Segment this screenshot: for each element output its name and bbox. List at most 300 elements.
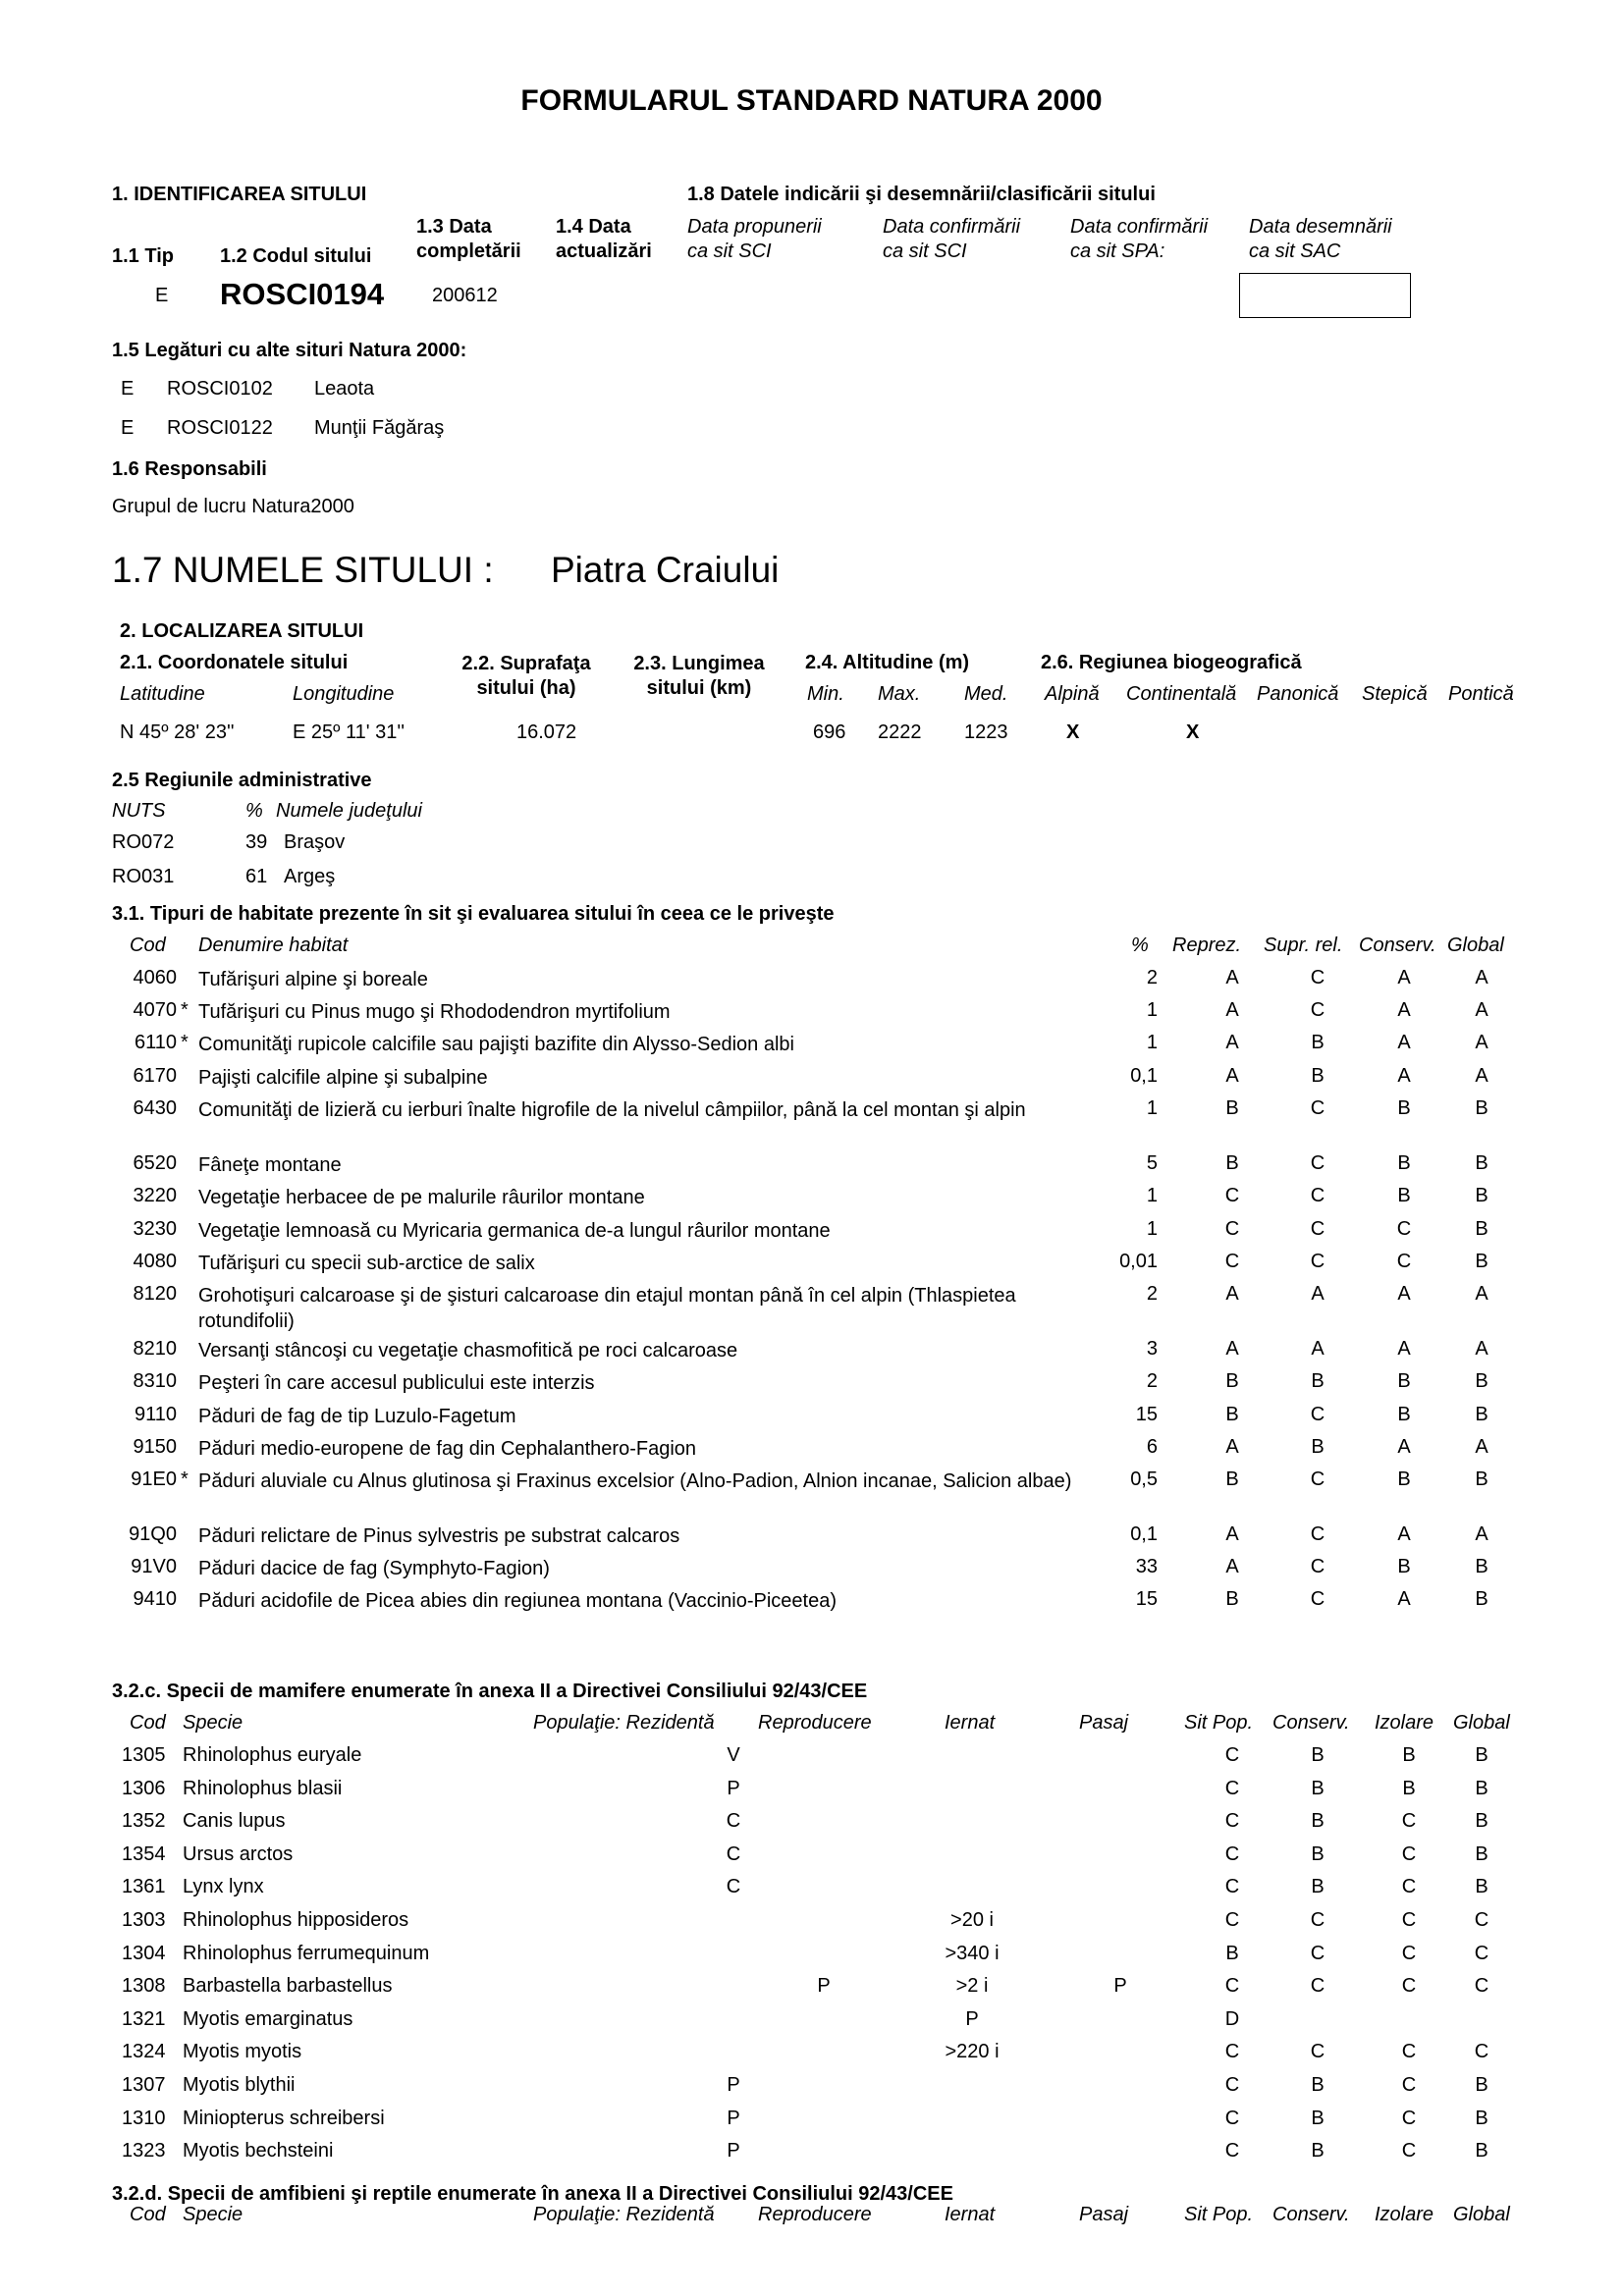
col-pct: % bbox=[1131, 934, 1149, 956]
species-sit-pop: C bbox=[1224, 2074, 1240, 2096]
habitat-name: Tufărişuri cu Pinus mugo şi Rhododendron myrtifolium bbox=[198, 1001, 671, 1023]
bio-alpina-mark: X bbox=[1066, 721, 1080, 743]
species-izolare: B bbox=[1402, 1777, 1416, 1799]
species-izolare: C bbox=[1401, 1876, 1417, 1898]
species-global: B bbox=[1475, 2107, 1488, 2129]
coordonate-label: 2.1. Coordonatele sitului bbox=[120, 652, 349, 673]
judet-label: Numele judeţului bbox=[276, 800, 422, 822]
species-code: 1305 bbox=[122, 1744, 166, 1766]
col-pop-rezidenta: Populaţie: Rezidentă bbox=[533, 2204, 715, 2225]
section-1-5-heading: 1.5 Legături cu alte situri Natura 2000: bbox=[112, 340, 467, 361]
habitat-supr-rel: B bbox=[1311, 1370, 1325, 1392]
habitat-supr-rel: C bbox=[1310, 1185, 1325, 1206]
species-izolare: C bbox=[1401, 1909, 1417, 1931]
habitat-pct: 1 bbox=[1146, 1097, 1158, 1119]
col-conserv: Conserv. bbox=[1272, 1712, 1350, 1734]
col-cod: Cod bbox=[130, 2204, 166, 2225]
tip-value: E bbox=[155, 285, 169, 306]
habitat-supr-rel: C bbox=[1310, 1152, 1325, 1174]
species-rezidenta: P bbox=[727, 2074, 740, 2096]
section-2-heading: 2. LOCALIZAREA SITULUI bbox=[120, 620, 364, 642]
section-3-2-c-heading: 3.2.c. Specii de mamifere enumerate în anexa II a Directivei Consiliului 92/43/CEE bbox=[112, 1681, 868, 1702]
longitudine-label: Longitudine bbox=[293, 683, 395, 705]
species-izolare: C bbox=[1401, 2041, 1417, 2063]
col-sit-pop: Sit Pop. bbox=[1184, 2204, 1254, 2225]
habitat-conserv: B bbox=[1397, 1370, 1411, 1392]
habitat-name: Păduri dacice de fag (Symphyto-Fagion) bbox=[198, 1558, 550, 1579]
section-3-2-d-heading: 3.2.d. Specii de amfibieni şi reptile enumerate în anexa II a Directivei Consiliului 92/43/CEE bbox=[112, 2183, 953, 2205]
species-code: 1361 bbox=[122, 1876, 166, 1898]
habitat-supr-rel: A bbox=[1311, 1338, 1325, 1360]
habitat-reprez: A bbox=[1225, 1065, 1239, 1087]
habitat-code: 8120 bbox=[133, 1283, 177, 1305]
data-confirmarii-spa-label: Data confirmării ca sit SPA: bbox=[1070, 216, 1209, 262]
species-rezidenta: P bbox=[727, 1777, 740, 1799]
nuts-label: NUTS bbox=[112, 800, 166, 822]
habitat-reprez: C bbox=[1224, 1218, 1240, 1240]
habitat-pct: 1 bbox=[1146, 1218, 1158, 1240]
habitat-supr-rel: A bbox=[1311, 1283, 1325, 1305]
data-completarii-label: 1.3 Data completării bbox=[416, 216, 521, 262]
habitat-code: 4080 bbox=[133, 1251, 177, 1272]
col-global: Global bbox=[1453, 2204, 1510, 2225]
habitat-conserv: C bbox=[1396, 1251, 1412, 1272]
habitat-global: A bbox=[1475, 1338, 1488, 1360]
habitat-name: Fâneţe montane bbox=[198, 1154, 342, 1176]
habitat-reprez: A bbox=[1225, 1436, 1239, 1458]
col-pasaj: Pasaj bbox=[1079, 1712, 1129, 1734]
species-global: B bbox=[1475, 2074, 1488, 2096]
species-iernat: >340 i bbox=[945, 1942, 1000, 1964]
admin-pct: 61 bbox=[245, 866, 268, 887]
species-code: 1308 bbox=[122, 1975, 166, 1998]
data-desemnarii-sac-label: Data desemnării ca sit SAC bbox=[1249, 216, 1392, 262]
species-iernat: P bbox=[965, 2007, 979, 2030]
species-pasaj: P bbox=[1113, 1975, 1127, 1998]
col-supr-rel: Supr. rel. bbox=[1264, 934, 1343, 956]
longitudine-value: E 25º 11' 31'' bbox=[293, 721, 406, 743]
col-sit-pop: Sit Pop. bbox=[1184, 1712, 1254, 1734]
habitat-reprez: A bbox=[1225, 999, 1239, 1021]
species-name: Ursus arctos bbox=[183, 1842, 294, 1865]
suprafata-value: 16.072 bbox=[516, 721, 577, 743]
species-sit-pop: C bbox=[1224, 1876, 1240, 1898]
admin-name: Argeş bbox=[284, 866, 336, 887]
species-name: Lynx lynx bbox=[183, 1876, 264, 1898]
habitat-global: B bbox=[1475, 1097, 1488, 1119]
species-sit-pop: C bbox=[1224, 1842, 1240, 1865]
habitat-code: 6170 bbox=[133, 1065, 177, 1087]
habitat-name: Vegetaţie lemnoasă cu Myricaria germanica de-a lungul râurilor montane bbox=[198, 1220, 831, 1242]
col-reproducere: Reproducere bbox=[758, 1712, 872, 1734]
habitat-global: B bbox=[1475, 1251, 1488, 1272]
species-global: C bbox=[1474, 1909, 1489, 1931]
habitat-priority-star: * bbox=[181, 1468, 189, 1490]
habitat-global: A bbox=[1475, 1436, 1488, 1458]
habitat-conserv: A bbox=[1397, 1283, 1411, 1305]
species-sit-pop: C bbox=[1224, 1744, 1240, 1766]
section-1-6-heading: 1.6 Responsabili bbox=[112, 458, 267, 480]
habitat-code: 3230 bbox=[133, 1218, 177, 1240]
habitat-reprez: B bbox=[1225, 1370, 1239, 1392]
habitat-name: Păduri acidofile de Picea abies din regiunea montana (Vaccinio-Piceetea) bbox=[198, 1590, 838, 1612]
habitat-conserv: B bbox=[1397, 1185, 1411, 1206]
species-name: Rhinolophus ferrumequinum bbox=[183, 1942, 430, 1964]
habitat-reprez: A bbox=[1225, 967, 1239, 988]
admin-nuts: RO072 bbox=[112, 831, 175, 853]
link-cod: ROSCI0122 bbox=[167, 417, 273, 439]
habitat-global: B bbox=[1475, 1556, 1488, 1577]
species-name: Canis lupus bbox=[183, 1810, 286, 1833]
habitat-global: A bbox=[1475, 1065, 1488, 1087]
habitat-reprez: C bbox=[1224, 1251, 1240, 1272]
section-1-heading: 1. IDENTIFICAREA SITULUI bbox=[112, 184, 367, 205]
habitat-code: 6110 bbox=[134, 1032, 177, 1053]
cod-value: ROSCI0194 bbox=[220, 277, 385, 311]
bio-continentala-label: Continentală bbox=[1126, 683, 1237, 705]
habitat-reprez: B bbox=[1225, 1404, 1239, 1425]
species-code: 1307 bbox=[122, 2074, 166, 2096]
habitat-reprez: A bbox=[1225, 1032, 1239, 1053]
species-code: 1306 bbox=[122, 1777, 166, 1799]
habitat-conserv: C bbox=[1396, 1218, 1412, 1240]
species-name: Myotis myotis bbox=[183, 2041, 302, 2063]
col-izolare: Izolare bbox=[1375, 1712, 1434, 1734]
habitat-reprez: A bbox=[1225, 1523, 1239, 1545]
habitat-pct: 0,01 bbox=[1119, 1251, 1158, 1272]
habitat-code: 91E0 bbox=[131, 1468, 177, 1490]
col-specie: Specie bbox=[183, 2204, 243, 2225]
col-reprez: Reprez. bbox=[1172, 934, 1242, 956]
species-global: B bbox=[1475, 1744, 1488, 1766]
altitudine-label: 2.4. Altitudine (m) bbox=[805, 652, 970, 673]
habitat-reprez: A bbox=[1225, 1556, 1239, 1577]
species-conserv: B bbox=[1311, 1876, 1325, 1898]
biogeografica-label: 2.6. Regiunea biogeografică bbox=[1041, 652, 1302, 673]
habitat-priority-star: * bbox=[181, 1032, 189, 1053]
habitat-conserv: A bbox=[1397, 1032, 1411, 1053]
species-global: B bbox=[1475, 1842, 1488, 1865]
alt-med-value: 1223 bbox=[964, 721, 1008, 743]
habitat-global: A bbox=[1475, 1523, 1488, 1545]
habitat-priority-star: * bbox=[181, 999, 189, 1021]
habitat-supr-rel: B bbox=[1311, 1436, 1325, 1458]
habitat-pct: 1 bbox=[1146, 1185, 1158, 1206]
habitat-code: 6520 bbox=[133, 1152, 177, 1174]
habitat-code: 9150 bbox=[133, 1436, 177, 1458]
habitat-pct: 0,5 bbox=[1130, 1468, 1158, 1490]
section-1-8-heading: 1.8 Datele indicării şi desemnării/clasificării sitului bbox=[687, 184, 1156, 205]
alt-max-value: 2222 bbox=[878, 721, 922, 743]
col-cod: Cod bbox=[130, 1712, 166, 1734]
habitat-name: Pajişti calcifile alpine şi subalpine bbox=[198, 1067, 488, 1089]
habitat-name: Peşteri în care accesul publicului este interzis bbox=[198, 1372, 595, 1394]
habitat-global: B bbox=[1475, 1185, 1488, 1206]
species-sit-pop: B bbox=[1225, 1942, 1239, 1964]
pct-label: % bbox=[245, 800, 263, 822]
species-sit-pop: C bbox=[1224, 2107, 1240, 2129]
habitat-pct: 2 bbox=[1146, 1283, 1158, 1305]
bio-continentala-mark: X bbox=[1186, 721, 1200, 743]
species-rezidenta: C bbox=[726, 1842, 741, 1865]
species-sit-pop: C bbox=[1224, 1975, 1240, 1998]
habitat-supr-rel: B bbox=[1311, 1065, 1325, 1087]
species-izolare: C bbox=[1401, 1842, 1417, 1865]
habitat-pct: 33 bbox=[1135, 1556, 1158, 1577]
latitudine-value: N 45º 28' 23'' bbox=[120, 721, 235, 743]
species-izolare: B bbox=[1402, 1744, 1416, 1766]
habitat-reprez: B bbox=[1225, 1152, 1239, 1174]
species-name: Rhinolophus blasii bbox=[183, 1777, 343, 1799]
habitat-conserv: A bbox=[1397, 1338, 1411, 1360]
habitat-reprez: B bbox=[1225, 1588, 1239, 1610]
species-conserv: C bbox=[1310, 1975, 1325, 1998]
species-conserv: B bbox=[1311, 2140, 1325, 2163]
alt-min-value: 696 bbox=[813, 721, 846, 743]
col-reproducere: Reproducere bbox=[758, 2204, 872, 2225]
lungime-label: 2.3. Lungimea sitului (km) bbox=[633, 653, 765, 699]
habitat-global: A bbox=[1475, 1032, 1488, 1053]
habitat-pct: 6 bbox=[1146, 1436, 1158, 1458]
habitat-global: A bbox=[1475, 1283, 1488, 1305]
admin-nuts: RO031 bbox=[112, 866, 175, 887]
habitat-code: 8210 bbox=[133, 1338, 177, 1360]
species-sit-pop: C bbox=[1224, 2041, 1240, 2063]
species-conserv: B bbox=[1311, 1810, 1325, 1833]
data-completarii-value: 200612 bbox=[432, 285, 498, 306]
habitat-reprez: C bbox=[1224, 1185, 1240, 1206]
habitat-code: 8310 bbox=[133, 1370, 177, 1392]
link-tip: E bbox=[121, 378, 135, 400]
habitat-pct: 1 bbox=[1146, 1032, 1158, 1053]
link-cod: ROSCI0102 bbox=[167, 378, 273, 400]
species-izolare: C bbox=[1401, 1810, 1417, 1833]
habitat-reprez: B bbox=[1225, 1097, 1239, 1119]
species-code: 1354 bbox=[122, 1842, 166, 1865]
habitat-conserv: B bbox=[1397, 1152, 1411, 1174]
section-3-1-heading: 3.1. Tipuri de habitate prezente în sit şi evaluarea sitului în ceea ce le priveşte bbox=[112, 903, 835, 925]
species-name: Rhinolophus hipposideros bbox=[183, 1909, 409, 1931]
species-code: 1321 bbox=[122, 2007, 166, 2030]
col-iernat: Iernat bbox=[945, 1712, 996, 1734]
habitat-reprez: A bbox=[1225, 1283, 1239, 1305]
habitat-global: B bbox=[1475, 1218, 1488, 1240]
habitat-pct: 5 bbox=[1146, 1152, 1158, 1174]
site-name: Piatra Craiului bbox=[551, 550, 780, 590]
data-actualizari-label: 1.4 Data actualizări bbox=[556, 216, 652, 262]
habitat-name: Comunităţi rupicole calcifile sau pajişti bazifite din Alysso-Sedion albi bbox=[198, 1034, 794, 1055]
species-name: Rhinolophus euryale bbox=[183, 1744, 362, 1766]
habitat-supr-rel: C bbox=[1310, 1218, 1325, 1240]
habitat-code: 4070 bbox=[133, 999, 177, 1021]
species-name: Miniopterus schreibersi bbox=[183, 2107, 385, 2129]
bio-panonica-label: Panonică bbox=[1257, 683, 1339, 705]
alt-min-label: Min. bbox=[807, 683, 844, 705]
habitat-conserv: B bbox=[1397, 1097, 1411, 1119]
latitudine-label: Latitudine bbox=[120, 683, 205, 705]
habitat-global: B bbox=[1475, 1404, 1488, 1425]
species-rezidenta: P bbox=[727, 2107, 740, 2129]
habitat-conserv: B bbox=[1397, 1468, 1411, 1490]
habitat-name: Versanţi stâncoşi cu vegetaţie chasmofitică pe roci calcaroase bbox=[198, 1340, 738, 1362]
species-name: Myotis blythii bbox=[183, 2074, 296, 2096]
habitat-code: 91Q0 bbox=[129, 1523, 177, 1545]
cod-label: 1.2 Codul sitului bbox=[220, 245, 372, 267]
data-propunerii-sci-label: Data propunerii ca sit SCI bbox=[687, 216, 822, 262]
species-sit-pop: D bbox=[1224, 2007, 1240, 2030]
habitat-supr-rel: C bbox=[1310, 1556, 1325, 1577]
habitat-supr-rel: C bbox=[1310, 999, 1325, 1021]
species-sit-pop: C bbox=[1224, 1810, 1240, 1833]
habitat-supr-rel: C bbox=[1310, 1404, 1325, 1425]
species-code: 1304 bbox=[122, 1942, 166, 1964]
species-global: C bbox=[1474, 1942, 1489, 1964]
species-code: 1324 bbox=[122, 2041, 166, 2063]
habitat-pct: 15 bbox=[1135, 1588, 1158, 1610]
species-conserv: C bbox=[1310, 1909, 1325, 1931]
bio-alpina-label: Alpină bbox=[1045, 683, 1100, 705]
link-name: Munţii Făgăraş bbox=[314, 417, 445, 439]
habitat-conserv: A bbox=[1397, 1436, 1411, 1458]
habitat-supr-rel: B bbox=[1311, 1032, 1325, 1053]
species-global: C bbox=[1474, 2041, 1489, 2063]
habitat-supr-rel: C bbox=[1310, 1588, 1325, 1610]
col-conserv: Conserv. bbox=[1359, 934, 1436, 956]
habitat-global: A bbox=[1475, 999, 1488, 1021]
habitat-code: 9110 bbox=[134, 1404, 177, 1425]
habitat-supr-rel: C bbox=[1310, 1251, 1325, 1272]
species-conserv: C bbox=[1310, 2041, 1325, 2063]
habitat-name: Grohotişuri calcaroase şi de şisturi calcaroase din etajul montan până în cel alpin (Thlaspietea rotundifolii) bbox=[198, 1285, 1016, 1332]
habitat-conserv: A bbox=[1397, 1065, 1411, 1087]
habitat-conserv: B bbox=[1397, 1556, 1411, 1577]
habitat-supr-rel: C bbox=[1310, 967, 1325, 988]
species-rezidenta: V bbox=[727, 1744, 740, 1766]
habitat-name: Păduri de fag de tip Luzulo-Fagetum bbox=[198, 1406, 516, 1427]
habitat-conserv: A bbox=[1397, 999, 1411, 1021]
tip-label: 1.1 Tip bbox=[112, 245, 174, 267]
habitat-code: 6430 bbox=[133, 1097, 177, 1119]
data-desemnarii-sac-field bbox=[1239, 273, 1411, 318]
habitat-name: Tufărişuri alpine şi boreale bbox=[198, 969, 428, 990]
data-confirmarii-sci-label: Data confirmării ca sit SCI bbox=[883, 216, 1021, 262]
species-izolare: C bbox=[1401, 2140, 1417, 2163]
habitat-pct: 15 bbox=[1135, 1404, 1158, 1425]
col-izolare: Izolare bbox=[1375, 2204, 1434, 2225]
species-conserv: B bbox=[1311, 1744, 1325, 1766]
habitat-global: B bbox=[1475, 1370, 1488, 1392]
site-name-label: 1.7 NUMELE SITULUI : bbox=[112, 550, 494, 590]
col-pasaj: Pasaj bbox=[1079, 2204, 1129, 2225]
habitat-reprez: B bbox=[1225, 1468, 1239, 1490]
habitat-conserv: A bbox=[1397, 967, 1411, 988]
species-iernat: >2 i bbox=[955, 1975, 989, 1998]
habitat-pct: 2 bbox=[1146, 1370, 1158, 1392]
col-specie: Specie bbox=[183, 1712, 243, 1734]
species-rezidenta: C bbox=[726, 1876, 741, 1898]
habitat-pct: 2 bbox=[1146, 967, 1158, 988]
species-sit-pop: C bbox=[1224, 1777, 1240, 1799]
col-iernat: Iernat bbox=[945, 2204, 996, 2225]
species-iernat: >20 i bbox=[950, 1909, 994, 1931]
species-sit-pop: C bbox=[1224, 1909, 1240, 1931]
col-denumire: Denumire habitat bbox=[198, 934, 349, 956]
species-rezidenta: C bbox=[726, 1810, 741, 1833]
habitat-global: B bbox=[1475, 1468, 1488, 1490]
habitat-global: B bbox=[1475, 1152, 1488, 1174]
admin-name: Braşov bbox=[284, 831, 346, 853]
habitat-name: Păduri relictare de Pinus sylvestris pe substrat calcaros bbox=[198, 1525, 680, 1547]
species-name: Myotis emarginatus bbox=[183, 2007, 353, 2030]
habitat-name: Tufărişuri cu specii sub-arctice de salix bbox=[198, 1253, 535, 1274]
alt-med-label: Med. bbox=[964, 683, 1008, 705]
alt-max-label: Max. bbox=[878, 683, 921, 705]
species-izolare: C bbox=[1401, 1942, 1417, 1964]
species-conserv: B bbox=[1311, 1842, 1325, 1865]
species-izolare: C bbox=[1401, 1975, 1417, 1998]
species-global: B bbox=[1475, 1876, 1488, 1898]
link-tip: E bbox=[121, 417, 135, 439]
species-conserv: C bbox=[1310, 1942, 1325, 1964]
habitat-supr-rel: C bbox=[1310, 1097, 1325, 1119]
species-global: C bbox=[1474, 1975, 1489, 1998]
species-code: 1352 bbox=[122, 1810, 166, 1833]
habitat-name: Vegetaţie herbacee de pe malurile râurilor montane bbox=[198, 1187, 645, 1208]
habitat-pct: 0,1 bbox=[1130, 1065, 1158, 1087]
habitat-pct: 3 bbox=[1146, 1338, 1158, 1360]
habitat-global: A bbox=[1475, 967, 1488, 988]
species-code: 1310 bbox=[122, 2107, 166, 2129]
habitat-code: 4060 bbox=[133, 967, 177, 988]
species-name: Myotis bechsteini bbox=[183, 2140, 334, 2163]
habitat-global: B bbox=[1475, 1588, 1488, 1610]
habitat-supr-rel: C bbox=[1310, 1523, 1325, 1545]
species-code: 1323 bbox=[122, 2140, 166, 2163]
species-global: B bbox=[1475, 1777, 1488, 1799]
species-izolare: C bbox=[1401, 2107, 1417, 2129]
habitat-conserv: A bbox=[1397, 1523, 1411, 1545]
form-title: FORMULARUL STANDARD NATURA 2000 bbox=[520, 84, 1103, 117]
habitat-conserv: A bbox=[1397, 1588, 1411, 1610]
species-conserv: B bbox=[1311, 2074, 1325, 2096]
habitat-name: Păduri aluviale cu Alnus glutinosa şi Fraxinus excelsior (Alno-Padion, Alnion incanae, Salicion albae) bbox=[198, 1470, 1072, 1492]
habitat-code: 9410 bbox=[133, 1588, 177, 1610]
species-conserv: B bbox=[1311, 2107, 1325, 2129]
species-conserv: B bbox=[1311, 1777, 1325, 1799]
species-code: 1303 bbox=[122, 1909, 166, 1931]
col-cod: Cod bbox=[130, 934, 166, 956]
section-2-5-heading: 2.5 Regiunile administrative bbox=[112, 770, 372, 791]
species-sit-pop: C bbox=[1224, 2140, 1240, 2163]
link-name: Leaota bbox=[314, 378, 375, 400]
habitat-code: 3220 bbox=[133, 1185, 177, 1206]
suprafata-label: 2.2. Suprafaţa sitului (ha) bbox=[461, 653, 591, 699]
bio-stepica-label: Stepică bbox=[1362, 683, 1428, 705]
species-global: B bbox=[1475, 1810, 1488, 1833]
species-rezidenta: P bbox=[727, 2140, 740, 2163]
species-reproducere: P bbox=[817, 1975, 831, 1998]
species-name: Barbastella barbastellus bbox=[183, 1975, 393, 1998]
responsabili-value: Grupul de lucru Natura2000 bbox=[112, 496, 354, 517]
habitat-name: Păduri medio-europene de fag din Cephalanthero-Fagion bbox=[198, 1438, 697, 1460]
col-conserv: Conserv. bbox=[1272, 2204, 1350, 2225]
species-izolare: C bbox=[1401, 2074, 1417, 2096]
habitat-pct: 0,1 bbox=[1130, 1523, 1158, 1545]
habitat-name: Comunităţi de lizieră cu ierburi înalte higrofile de la nivelul câmpiilor, până la cel montan şi alpin bbox=[198, 1099, 1026, 1121]
habitat-conserv: B bbox=[1397, 1404, 1411, 1425]
habitat-supr-rel: C bbox=[1310, 1468, 1325, 1490]
species-iernat: >220 i bbox=[945, 2041, 1000, 2063]
